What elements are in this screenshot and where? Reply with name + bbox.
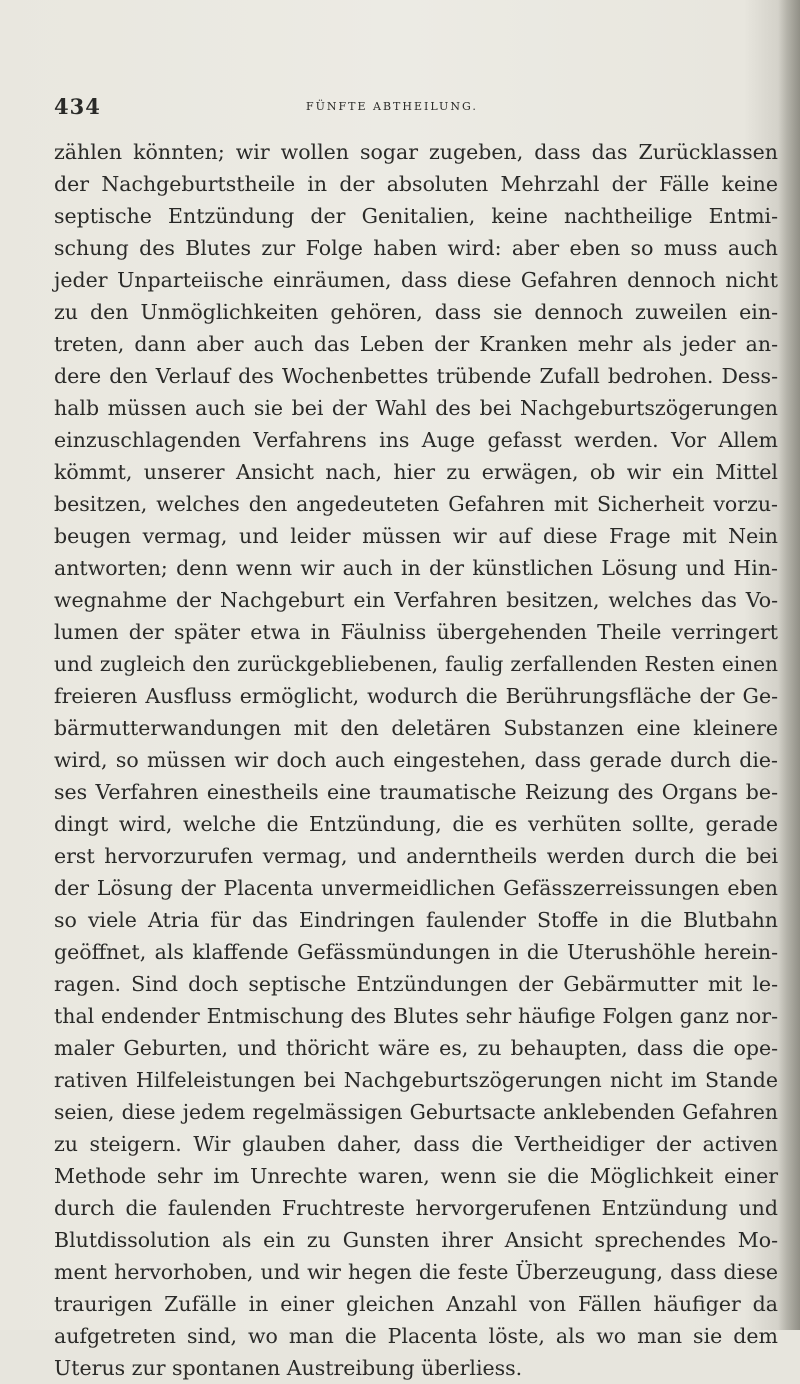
text-line: ses Verfahren einestheils eine traumatische Reizung des Organs be- [54, 780, 778, 804]
text-line: thal endender Entmischung des Blutes sehr häufige Folgen ganz nor- [54, 1004, 778, 1028]
text-line: traurigen Zufälle in einer gleichen Anzahl von Fällen häufiger da [54, 1292, 778, 1316]
text-line: seien, diese jedem regelmässigen Geburtsacte anklebenden Gefahren [54, 1100, 778, 1124]
text-line: zu steigern. Wir glauben daher, dass die Vertheidiger der activen [54, 1132, 778, 1156]
text-line: septische Entzündung der Genitalien, keine nachtheilige Entmi- [54, 204, 778, 228]
text-line: dingt wird, welche die Entzündung, die es verhüten sollte, gerade [54, 812, 778, 836]
text-line: ment hervorhoben, und wir hegen die feste Überzeugung, dass diese [54, 1260, 778, 1284]
text-line: erst hervorzurufen vermag, und anderntheils werden durch die bei [54, 844, 778, 868]
text-line: wird, so müssen wir doch auch eingestehen, dass gerade durch die- [54, 748, 778, 772]
running-head: FÜNFTE ABTHEILUNG. [306, 100, 478, 113]
text-line: rativen Hilfeleistungen bei Nachgeburtszögerungen nicht im Stande [54, 1068, 778, 1092]
text-line: der Lösung der Placenta unvermeidlichen Gefässzerreissungen eben [54, 876, 778, 900]
text-line: lumen der später etwa in Fäulniss übergehenden Theile verringert [54, 620, 778, 644]
text-line: antworten; denn wenn wir auch in der künstlichen Lösung und Hin- [54, 556, 778, 580]
page-header [54, 94, 784, 118]
text-line: zählen könnten; wir wollen sogar zugeben, dass das Zurücklassen [54, 140, 778, 164]
text-line: bärmutterwandungen mit den deletären Substanzen eine kleinere [54, 716, 778, 740]
text-line: zu den Unmöglichkeiten gehören, dass sie dennoch zuweilen ein- [54, 300, 778, 324]
text-line: durch die faulenden Fruchtreste hervorgerufenen Entzündung und [54, 1196, 778, 1220]
text-line: aufgetreten sind, wo man die Placenta löste, als wo man sie dem [54, 1324, 778, 1348]
text-line: halb müssen auch sie bei der Wahl des bei Nachgeburtszögerungen [54, 396, 778, 420]
page-edge-shadow [778, 0, 800, 1330]
page-number: 434 [54, 94, 101, 119]
text-line: einzuschlagenden Verfahrens ins Auge gefasst werden. Vor Allem [54, 428, 778, 452]
text-line: maler Geburten, und thöricht wäre es, zu behaupten, dass die ope- [54, 1036, 778, 1060]
text-line: kömmt, unserer Ansicht nach, hier zu erwägen, ob wir ein Mittel [54, 460, 778, 484]
text-line: und zugleich den zurückgebliebenen, faulig zerfallenden Resten einen [54, 652, 778, 676]
text-line-last: Uterus zur spontanen Austreibung überliess. [54, 1356, 523, 1380]
body-text [54, 136, 778, 1384]
text-line: wegnahme der Nachgeburt ein Verfahren besitzen, welches das Vo- [54, 588, 778, 612]
text-line: Methode sehr im Unrechte waren, wenn sie die Möglichkeit einer [54, 1164, 778, 1188]
text-line: dere den Verlauf des Wochenbettes trübende Zufall bedrohen. Dess- [54, 364, 778, 388]
text-line: Blutdissolution als ein zu Gunsten ihrer Ansicht sprechendes Mo- [54, 1228, 778, 1252]
text-line: treten, dann aber auch das Leben der Kranken mehr als jeder an- [54, 332, 778, 356]
text-line: jeder Unparteiische einräumen, dass diese Gefahren dennoch nicht [54, 268, 778, 292]
text-line: freieren Ausfluss ermöglicht, wodurch die Berührungsfläche der Ge- [54, 684, 778, 708]
text-line: geöffnet, als klaffende Gefässmündungen in die Uterushöhle herein- [54, 940, 778, 964]
text-line: schung des Blutes zur Folge haben wird: aber eben so muss auch [54, 236, 778, 260]
text-line: besitzen, welches den angedeuteten Gefahren mit Sicherheit vorzu- [54, 492, 778, 516]
text-line: der Nachgeburtstheile in der absoluten Mehrzahl der Fälle keine [54, 172, 778, 196]
text-line: beugen vermag, und leider müssen wir auf diese Frage mit Nein [54, 524, 778, 548]
text-line: ragen. Sind doch septische Entzündungen der Gebärmutter mit le- [54, 972, 778, 996]
text-line: so viele Atria für das Eindringen faulender Stoffe in die Blutbahn [54, 908, 778, 932]
